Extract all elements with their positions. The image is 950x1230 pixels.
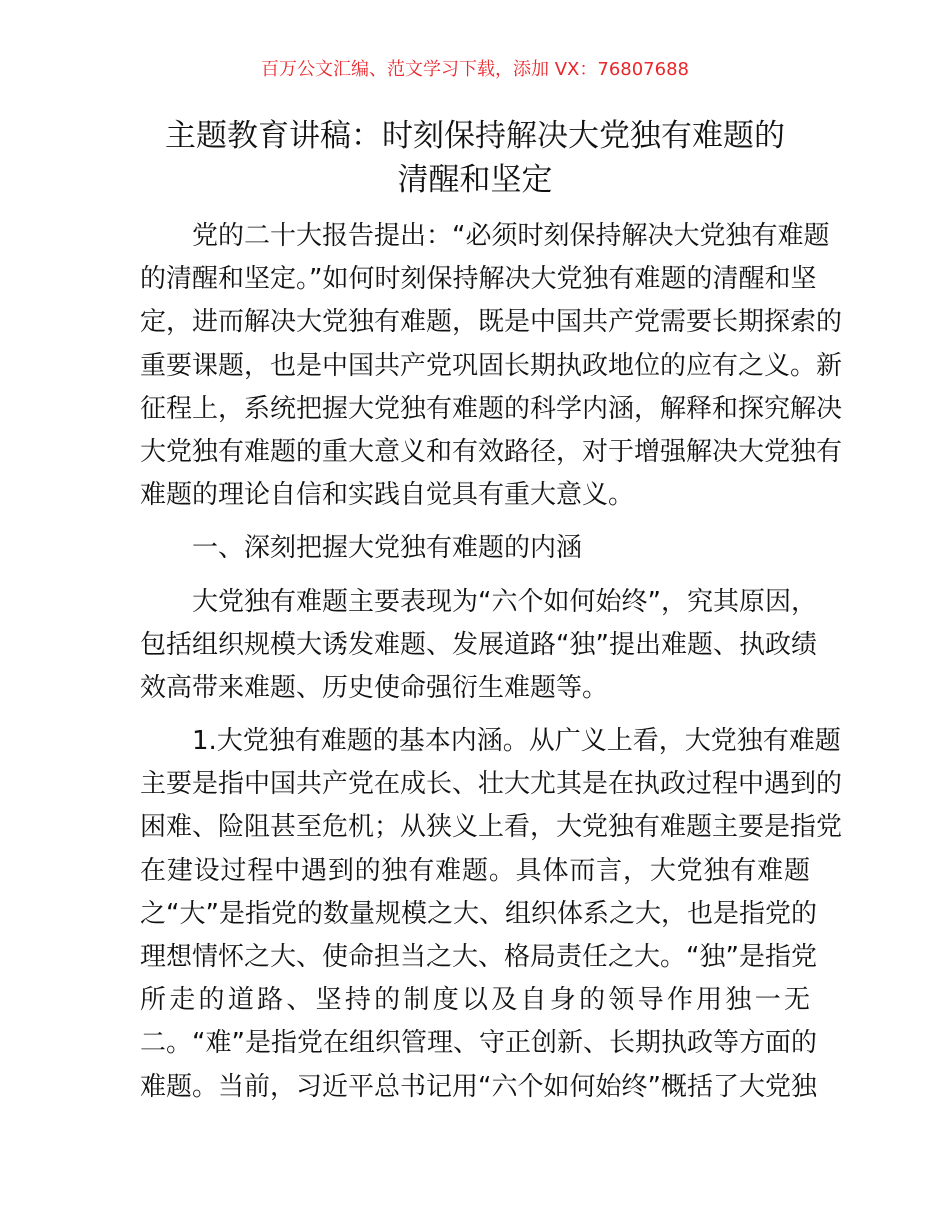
- document-title: [100, 114, 850, 202]
- text-line: 一、深刻把握大党独有难题的内涵: [192, 533, 583, 564]
- text-line: 主要是指中国共产党在成长、壮大尤其是在执政过程中遇到的: [140, 769, 843, 800]
- text-line: 理想情怀之大、使命担当之大、格局责任之大。“独”是指党: [140, 942, 817, 972]
- text-line: 困难、险阻甚至危机；从狭义上看，大党独有难题主要是指党: [140, 812, 843, 843]
- text-line: 所走的道路、坚持的制度以及自身的领导作用独一无: [140, 985, 810, 1016]
- paragraph: [140, 581, 817, 711]
- text-line: 大党独有难题主要表现为“六个如何始终”，究其原因，: [192, 586, 817, 617]
- text-line: 效高带来难题、历史使命强衍生难题等。: [140, 672, 609, 703]
- text-line: 重要课题，也是中国共产党巩固长期执政地位的应有之义。新: [140, 350, 843, 381]
- title-line: 主题教育讲稿：时刻保持解决大党独有难题的: [165, 118, 785, 154]
- text-line: 大党独有难题的重大意义和有效路径，对于增强解决大党独有: [140, 436, 843, 467]
- text-line: 1.大党独有难题的基本内涵。从广义上看，大党独有难题: [192, 726, 841, 757]
- title-line: 清醒和坚定: [397, 162, 553, 198]
- text-line: 之“大”是指党的数量规模之大、组织体系之大，也是指党的: [140, 898, 817, 929]
- text-line: 难题的理论自信和实践自觉具有重大意义。: [140, 480, 635, 511]
- text-line: 的清醒和坚定。”如何时刻保持解决大党独有难题的清醒和坚: [140, 264, 817, 295]
- section-heading: [140, 527, 810, 570]
- text-line: 包括组织规模大诱发难题、发展道路“独”提出难题、执政绩: [140, 629, 817, 660]
- text-line: 党的二十大报告提出：“必须时刻保持解决大党独有难题: [192, 221, 830, 251]
- text-line: 二。“难”是指党在组织管理、守正创新、长期执政等方面的: [140, 1028, 817, 1059]
- text-line: 征程上，系统把握大党独有难题的科学内涵，解释和探究解决: [140, 393, 843, 424]
- text-line: 难题。当前，习近平总书记用“六个如何始终”概括了大党独: [140, 1071, 817, 1102]
- paragraph: [140, 215, 843, 517]
- paragraph: [140, 720, 843, 1109]
- text-line: 定，进而解决大党独有难题，既是中国共产党需要长期探索的: [140, 307, 843, 338]
- watermark-header: 百万公文汇编、范文学习下载，添加 VX：76807688: [261, 59, 689, 80]
- document-body: [140, 215, 843, 1119]
- text-line: 在建设过程中遇到的独有难题。具体而言，大党独有难题: [140, 855, 810, 886]
